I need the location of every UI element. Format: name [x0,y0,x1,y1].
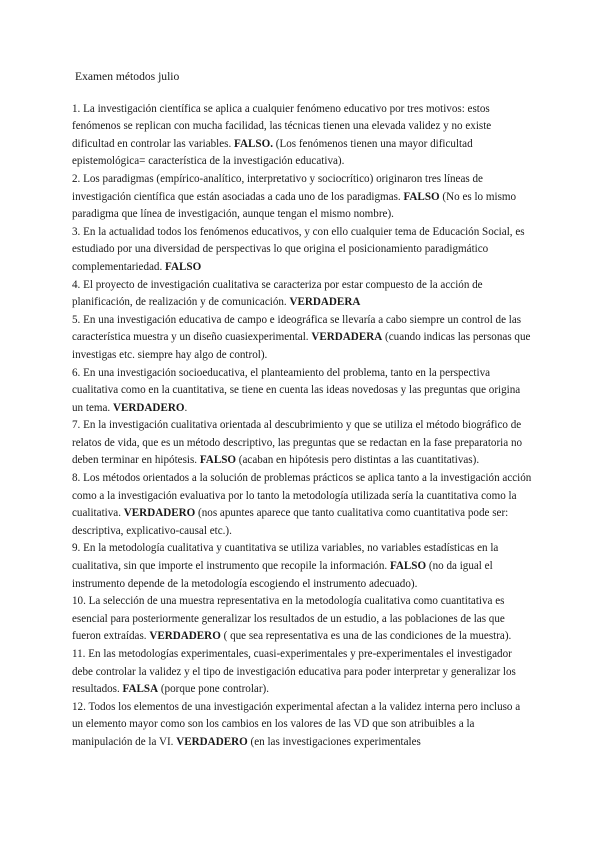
question-text: La investigación científica se aplica a cualquier fenómeno educativo por tres motivos: estos fenómenos se replican con mucha facilidad, las técnicas tienen una elevada validez y no existe dificultad en controlar las variables. [72,102,492,150]
question-verdict: VERDADERA [311,331,383,344]
question-verdict: FALSO [389,560,427,573]
question-text: En la metodología cualitativa y cuantitativa se utiliza variables, no variables estadísticas en la cualitativa, sin que importe el instrumento que recopile la información. [72,542,499,573]
document-page [72,68,534,752]
question-number: 4. [72,278,81,291]
question-number: 3. [72,225,81,238]
question-text: En una investigación socioeducativa, el planteamiento del problema, tanto en la perspectiva cualitativa como en la cuantitativa, se tiene en cuenta las ideas novedosas y las preguntas que origina un tema. [72,366,521,414]
question-note: (porque pone controlar). [158,683,269,696]
question-text: En la investigación cualitativa orientada al descubrimiento y que se utiliza el método biográfico de relatos de vida, que es un método descriptivo, las preguntas que se redactan en la fase preparatoria no deben terminar en hipótesis. [72,419,523,467]
question-number: 6. [72,366,81,379]
question-verdict: VERDADERO [123,507,196,520]
question-number: 11. [72,648,86,660]
question-item [72,101,534,171]
question-note: (Los fenómenos tienen una mayor dificultad epistemológica= característica de la investigación educativa). [72,137,473,168]
question-verdict: FALSO [403,190,440,203]
question-verdict: VERDADERO [176,735,248,748]
question-number: 9. [72,542,81,555]
question-text: Los métodos orientados a la solución de problemas prácticos se aplica tanto a la investigación acción como a la investigación evaluativa por lo tanto la metodología utilizada sería la cuantitativa como la cualitativa. [72,472,532,520]
question-number: 10. [72,595,86,608]
question-verdict: VERDADERA [289,296,361,309]
question-number: 7. [72,419,81,432]
question-number: 12. [72,700,86,713]
question-number: 8. [72,472,81,485]
question-item [72,699,534,752]
question-verdict: FALSO. [234,137,273,150]
question-item [72,224,534,277]
question-item [72,646,534,699]
question-text: En las metodologías experimentales, cuasi-experimentales y pre-experimentales el investigador debe controlar la validez y el tipo de investigación educativa para poder interpretar y generalizar los resultados. [72,648,516,696]
question-note: (no da igual el instrumento depende de la metodología escogiendo el instrumento adecuado). [72,560,493,590]
question-verdict: VERDADERO [112,401,185,414]
question-note: . [184,401,188,414]
question-number: 2. [72,172,81,185]
question-note: (No es lo mismo paradigma que línea de investigación, aunque tengan el mismo nombre). [72,190,517,221]
question-text: El proyecto de investigación cualitativa se caracteriza por estar compuesto de la acción de planificación, de realización y de comunicación. [72,278,483,309]
question-verdict: VERDADERO [149,630,221,643]
question-verdict: FALSA [122,683,159,696]
question-note: ( que sea representativa es una de las condiciones de la muestra). [220,630,512,643]
document-title: Examen métodos julio [75,70,180,83]
question-item [72,171,534,224]
question-number: 5. [72,313,81,326]
question-note: (en las investigaciones experimentales [247,735,421,748]
question-verdict: FALSO [165,260,202,273]
question-text: En una investigación educativa de campo e ideográfica se llevaría a cabo siempre un control de las característica muestra y un diseño cuasiexperimental. [72,313,522,344]
question-note: (nos apuntes aparece que tanto cualitativa como cuantitativa pode ser: descriptiva, explicativo-causal etc.). [72,507,509,537]
question-note: (acaban en hipótesis pero distintas a las cuantitativas). [236,454,480,467]
question-item [72,277,534,312]
question-verdict: FALSO [199,454,237,467]
question-item [72,365,534,418]
question-item [72,470,534,540]
question-item [72,312,534,365]
question-number: 1. [72,102,81,115]
question-text: En la actualidad todos los fenómenos educativos, y con ello cualquier tema de Educación Social, es estudiado por una diversidad de perspectivas lo que origina el posicionamiento paradigmático complementariedad. [72,225,525,273]
question-text: Los paradigmas (empírico-analítico, interpretativo y sociocrítico) originaron tres líneas de investigación científica que están asociadas a cada uno de los paradigmas. [72,172,483,203]
question-item [72,540,534,593]
question-item [72,593,534,646]
question-text: Todos los elementos de una investigación experimental afectan a la validez interna pero incluso a un elemento mayor como son los cambios en los valores de las VD que son atribuibles a la manipulación de la VI. [72,700,521,748]
question-list [72,101,534,752]
question-note: (cuando indicas las personas que investigas etc. siempre hay algo de control). [72,331,531,361]
question-item [72,417,534,470]
question-text: La selección de una muestra representativa en la metodología cualitativa como cuantitativa es esencial para posteriormente generalizar los resultados de un estudio, a las poblaciones de las que fueron extraídas. [72,595,505,643]
